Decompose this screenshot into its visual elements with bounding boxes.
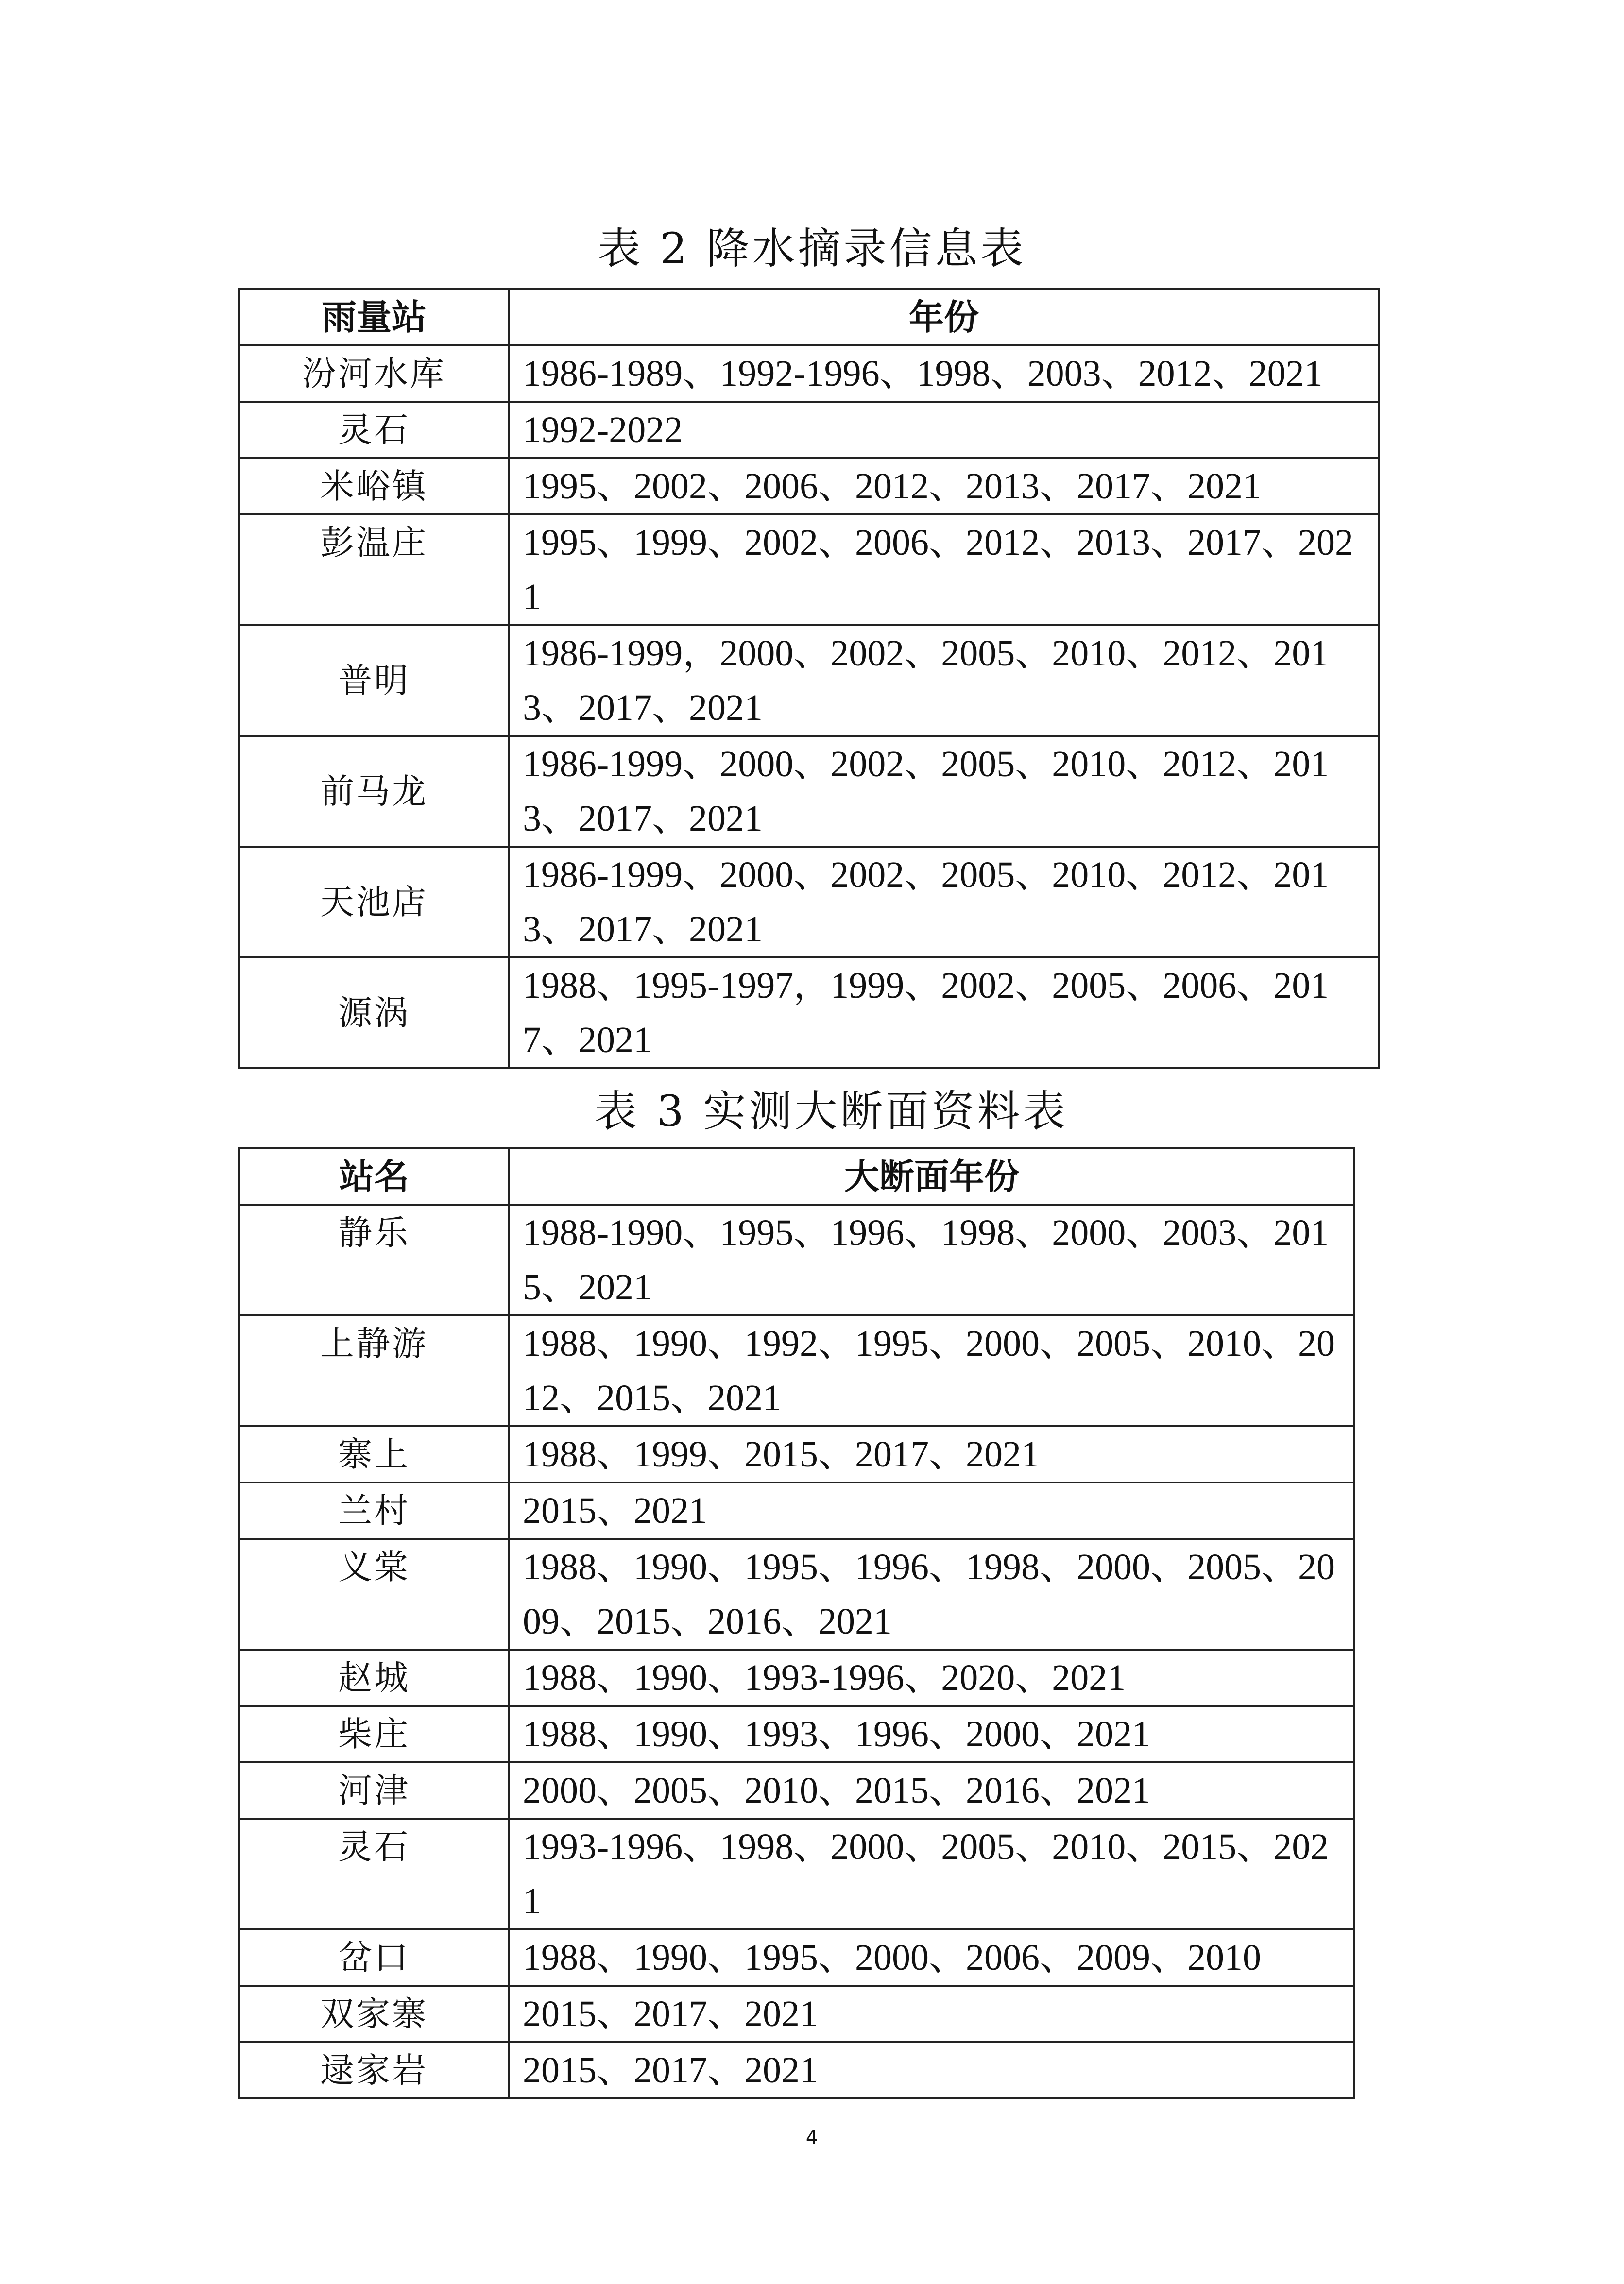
header-years: 年份 (509, 289, 1379, 345)
table-row (239, 1483, 1354, 1539)
table-row (239, 1986, 1354, 2042)
station-cell: 灵石 (239, 402, 509, 458)
years-cell: 1988、1999、2015、2017、2021 (509, 1426, 1354, 1483)
station-cell: 逯家岩 (239, 2042, 509, 2098)
years-cell: 2015、2021 (509, 1483, 1354, 1539)
table-row (239, 1205, 1354, 1315)
station-cell: 灵石 (239, 1819, 509, 1929)
station-cell: 天池店 (239, 847, 509, 957)
table-row (239, 847, 1379, 957)
station-cell: 柴庄 (239, 1706, 509, 1762)
precipitation-table (238, 288, 1380, 1069)
years-cell: 1988、1990、1993-1996、2020、2021 (509, 1650, 1354, 1706)
station-cell: 岔口 (239, 1929, 509, 1986)
table-row (239, 1929, 1354, 1986)
table-row (239, 402, 1379, 458)
table-row (239, 1426, 1354, 1483)
table-row (239, 957, 1379, 1068)
table-row (239, 458, 1379, 514)
station-cell: 上静游 (239, 1315, 509, 1426)
page-number: 4 (805, 2127, 819, 2149)
years-cell: 1988、1990、1993、1996、2000、2021 (509, 1706, 1354, 1762)
station-cell: 河津 (239, 1762, 509, 1819)
table-row (239, 1315, 1354, 1426)
station-cell: 义棠 (239, 1539, 509, 1650)
station-cell: 前马龙 (239, 736, 509, 847)
table-header-row (239, 289, 1379, 345)
station-cell: 寨上 (239, 1426, 509, 1483)
years-cell: 2015、2017、2021 (509, 2042, 1354, 2098)
years-cell: 1995、1999、2002、2006、2012、2013、2017、2021 (509, 514, 1379, 625)
header-station-name: 站名 (239, 1148, 509, 1205)
table-row (239, 1650, 1354, 1706)
station-cell: 源涡 (239, 957, 509, 1068)
table-header-row (239, 1148, 1354, 1205)
years-cell: 1995、2002、2006、2012、2013、2017、2021 (509, 458, 1379, 514)
years-cell: 1988、1990、1995、2000、2006、2009、2010 (509, 1929, 1354, 1986)
station-cell: 赵城 (239, 1650, 509, 1706)
station-cell: 双家寨 (239, 1986, 509, 2042)
station-cell: 静乐 (239, 1205, 509, 1315)
years-cell: 1986-1999、2000、2002、2005、2010、2012、2013、2017、2021 (509, 736, 1379, 847)
years-cell: 2015、2017、2021 (509, 1986, 1354, 2042)
years-cell: 2000、2005、2010、2015、2016、2021 (509, 1762, 1354, 1819)
table-row (239, 1706, 1354, 1762)
years-cell: 1986-1999，2000、2002、2005、2010、2012、2013、2017、2021 (509, 625, 1379, 736)
years-cell: 1986-1989、1992-1996、1998、2003、2012、2021 (509, 345, 1379, 402)
table2-caption: 表 2 降水摘录信息表 (598, 223, 1026, 273)
station-cell: 汾河水库 (239, 345, 509, 402)
station-cell: 普明 (239, 625, 509, 736)
table-row (239, 2042, 1354, 2098)
station-cell: 兰村 (239, 1483, 509, 1539)
years-cell: 1988、1990、1992、1995、2000、2005、2010、2012、2015、2021 (509, 1315, 1354, 1426)
station-cell: 米峪镇 (239, 458, 509, 514)
table-row (239, 514, 1379, 625)
table-row (239, 345, 1379, 402)
years-cell: 1993-1996、1998、2000、2005、2010、2015、2021 (509, 1819, 1354, 1929)
years-cell: 1988、1995-1997，1999、2002、2005、2006、2017、2021 (509, 957, 1379, 1068)
years-cell: 1986-1999、2000、2002、2005、2010、2012、2013、2017、2021 (509, 847, 1379, 957)
station-cell: 彭温庄 (239, 514, 509, 625)
header-section-years: 大断面年份 (509, 1148, 1354, 1205)
table-row (239, 1539, 1354, 1650)
years-cell: 1988、1990、1995、1996、1998、2000、2005、2009、2015、2016、2021 (509, 1539, 1354, 1650)
cross-section-table (238, 1147, 1355, 2099)
table-row (239, 1762, 1354, 1819)
table-row (239, 736, 1379, 847)
years-cell: 1988-1990、1995、1996、1998、2000、2003、2015、2021 (509, 1205, 1354, 1315)
header-rain-station: 雨量站 (239, 289, 509, 345)
years-cell: 1992-2022 (509, 402, 1379, 458)
table-row (239, 1819, 1354, 1929)
table-row (239, 625, 1379, 736)
table3-caption: 表 3 实测大断面资料表 (594, 1086, 1069, 1136)
